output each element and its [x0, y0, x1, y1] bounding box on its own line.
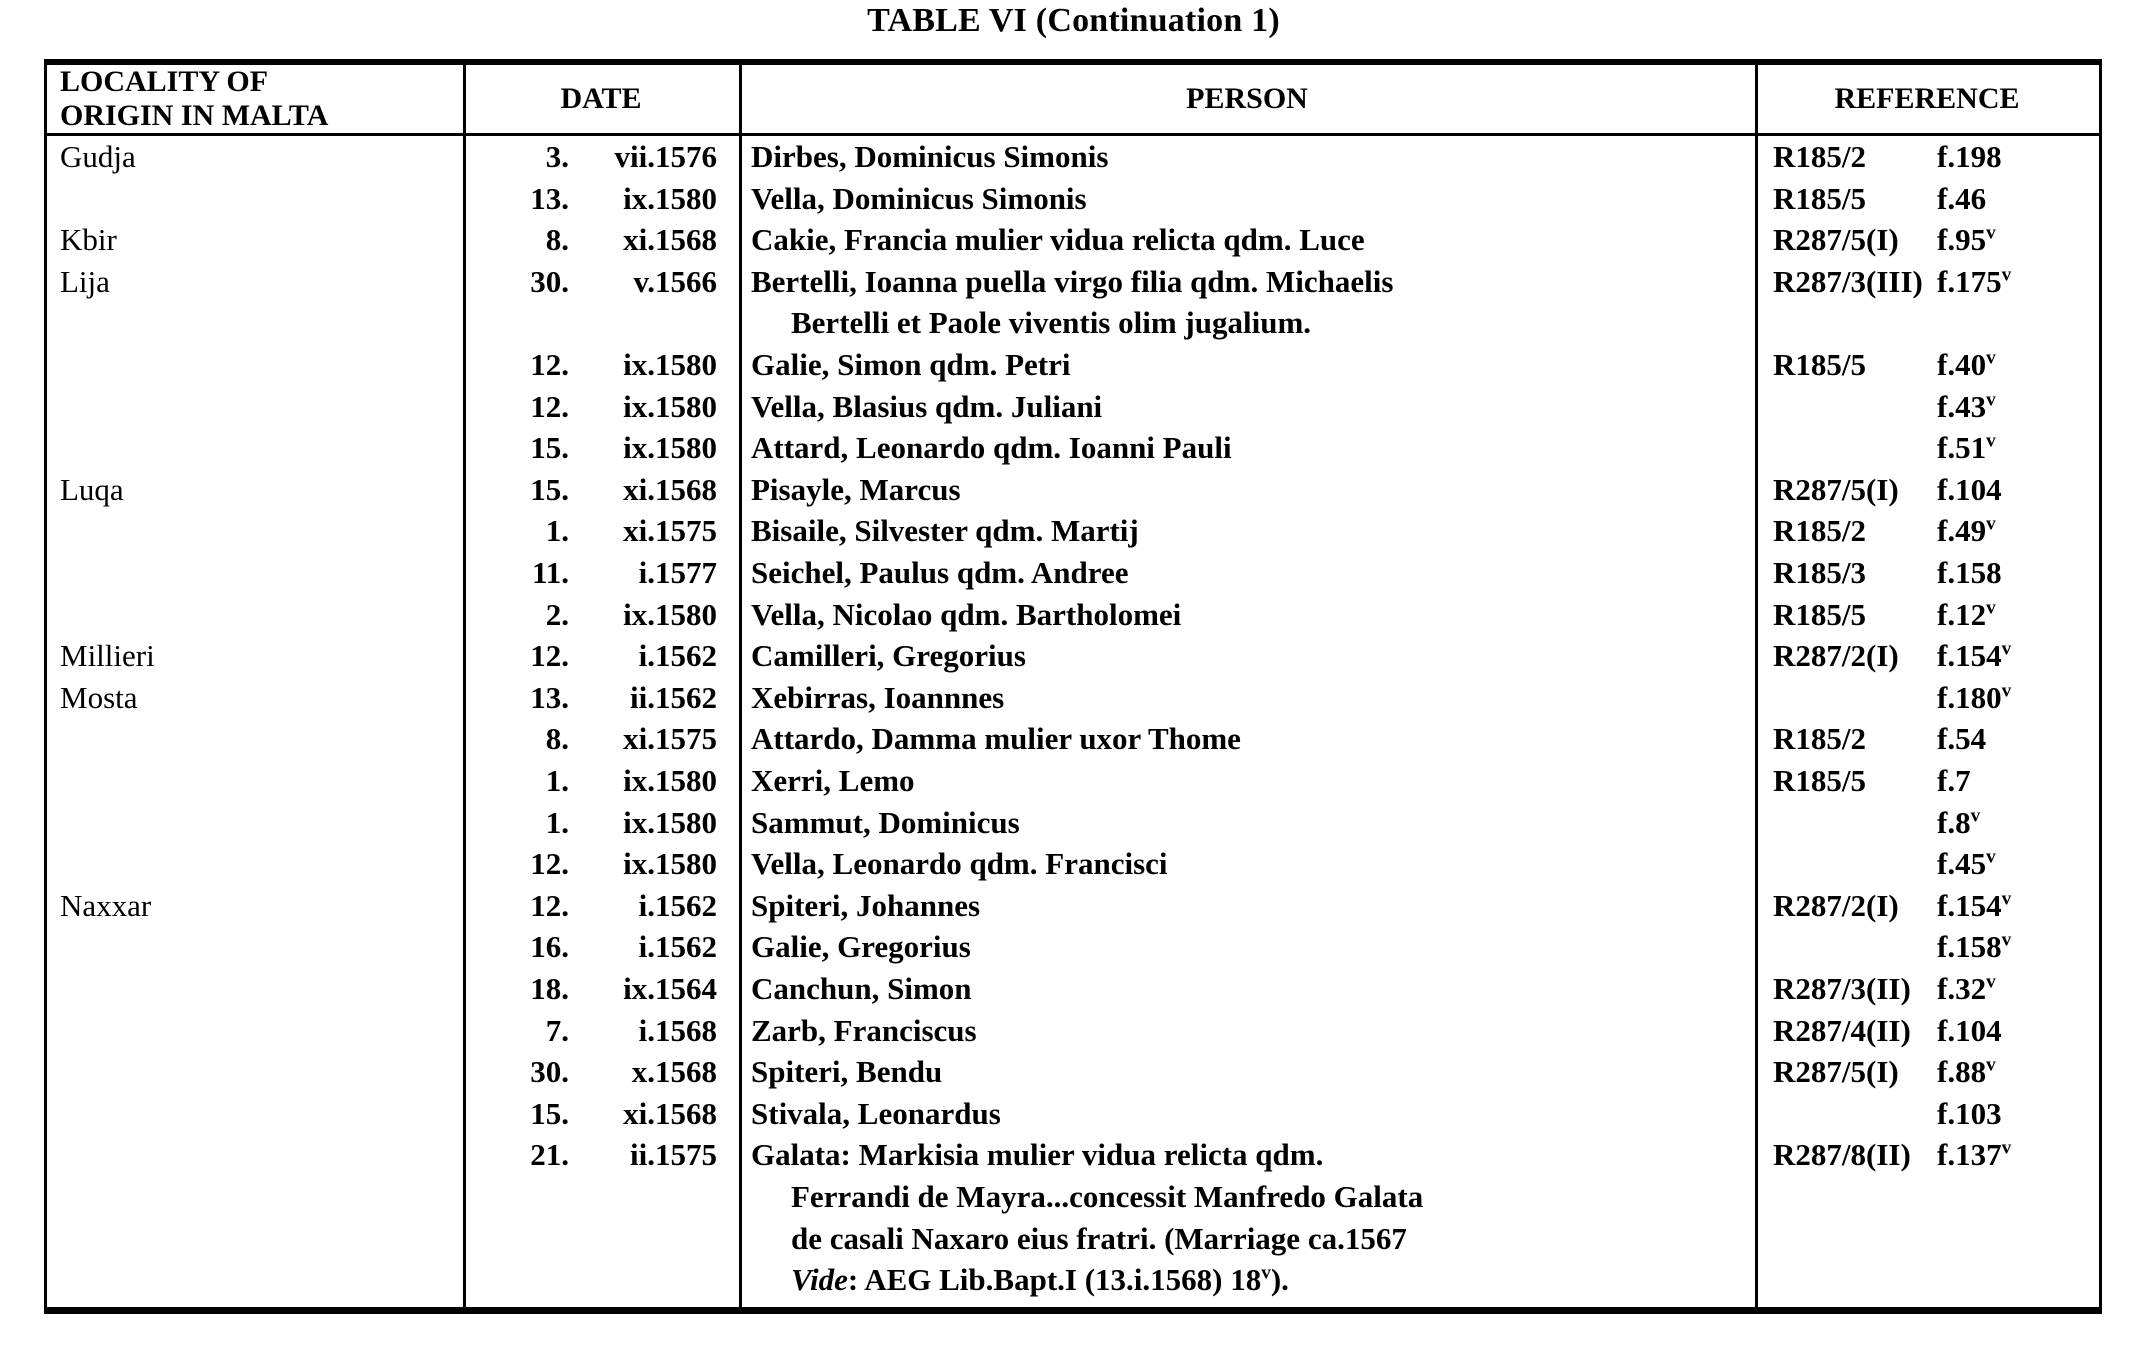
table-row: [47, 178, 2099, 220]
table-row: [47, 677, 2099, 719]
verso-marker: v: [2001, 1138, 2012, 1160]
cell-date: [463, 843, 739, 885]
date-month-year: i.1577: [638, 555, 717, 590]
cell-reference: [1755, 219, 2099, 261]
cell-date: [463, 968, 739, 1010]
date-month-year: i.1562: [638, 887, 717, 923]
date-day: 15.: [530, 471, 569, 507]
table-row: [47, 843, 2099, 885]
cell-person: Vide: AEG Lib.Bapt.I (13.i.1568) 18$^v$).: [791, 1262, 1289, 1298]
verso-marker: v: [2001, 264, 2012, 286]
date-day: 30.: [530, 263, 569, 299]
cell-date: [463, 926, 739, 968]
cell-date: [463, 677, 739, 719]
table-row: [47, 261, 2099, 303]
cell-reference: [1755, 136, 2099, 178]
reference-folio: f.51$^v$: [1937, 430, 1996, 466]
cell-date: [463, 344, 739, 386]
cell-locality: Mosta: [60, 679, 138, 715]
date-day: 8.: [545, 222, 569, 258]
date-day: 15.: [530, 430, 569, 466]
cell-person: Zarb, Franciscus: [751, 1012, 977, 1048]
column-header-date: DATE: [560, 82, 642, 115]
cell-person: Vella, Leonardo qdm. Francisci: [751, 846, 1168, 882]
cell-locality: Luqa: [60, 471, 124, 507]
cell-date: [463, 469, 739, 511]
verso-marker: v: [1986, 222, 1996, 244]
cell-reference: [1755, 1134, 2099, 1176]
date-day: 1.: [545, 513, 569, 549]
cell-date: [463, 594, 739, 636]
date-day: 12.: [530, 846, 569, 882]
cell-reference: [1755, 594, 2099, 636]
verso-marker: v: [1986, 846, 1996, 868]
reference-folio: f.88$^v$: [1937, 1054, 1996, 1090]
date-day: 11.: [531, 555, 569, 590]
reference-folio: f.158$^v$: [1937, 929, 2012, 965]
cell-reference: [1755, 1010, 2099, 1052]
cell-date: [463, 510, 739, 552]
cell-person: Galie, Gregorius: [751, 929, 971, 965]
cell-reference: [1755, 178, 2099, 220]
reference-folio: f.12$^v$: [1937, 596, 1996, 632]
cell-reference: [1755, 718, 2099, 760]
cell-person: Sammut, Dominicus: [751, 804, 1020, 840]
date-month-year: ix.1580: [623, 846, 717, 882]
cell-person: Ferrandi de Mayra...concessit Manfredo Galata: [791, 1179, 1424, 1214]
verso-marker: v: [1986, 514, 1996, 536]
table-row: [47, 344, 2099, 386]
reference-signature: R287/2(I): [1773, 887, 1899, 923]
table-row: [47, 510, 2099, 552]
reference-signature: R185/2: [1773, 513, 1866, 549]
table-row: [47, 469, 2099, 511]
cell-date: [463, 802, 739, 844]
reference-signature: R185/5: [1773, 763, 1866, 798]
cell-reference: [1755, 968, 2099, 1010]
date-month-year: xi.1575: [623, 721, 717, 757]
date-month-year: ix.1580: [623, 180, 717, 216]
table-row: [47, 760, 2099, 802]
date-month-year: ix.1580: [623, 763, 717, 798]
cell-reference: [1755, 1051, 2099, 1093]
cell-date: [463, 1051, 739, 1093]
cell-reference: [1755, 760, 2099, 802]
cell-reference: [1755, 926, 2099, 968]
date-day: 8.: [545, 721, 569, 757]
cell-person: Attardo, Damma mulier uxor Thome: [751, 721, 1241, 757]
cell-date: [463, 427, 739, 469]
date-month-year: ix.1564: [623, 971, 717, 1006]
date-day: 1.: [545, 804, 569, 840]
verso-marker: v: [2001, 930, 2012, 952]
verso-marker: v: [2001, 680, 2012, 702]
verso-marker: v: [2001, 888, 2012, 910]
cell-date: [463, 386, 739, 428]
date-month-year: vii.1576: [614, 139, 717, 174]
cell-person: Spiteri, Johannes: [751, 887, 981, 923]
date-month-year: i.1568: [638, 1012, 717, 1048]
date-day: 12.: [530, 887, 569, 923]
verso-marker: v: [1986, 597, 1996, 619]
table-row: [47, 136, 2099, 178]
reference-folio: f.137$^v$: [1937, 1137, 2012, 1173]
cell-reference: [1755, 802, 2099, 844]
reference-folio: f.7: [1937, 763, 1971, 798]
cell-person: Vella, Dominicus Simonis: [751, 180, 1087, 216]
cell-person: Bisaile, Silvester qdm. Martij: [751, 513, 1139, 549]
cell-date: [463, 635, 739, 677]
cell-person: Vella, Blasius qdm. Juliani: [751, 388, 1103, 424]
column-header-locality: [47, 65, 463, 133]
table-row: [47, 885, 2099, 927]
reference-signature: R185/2: [1773, 139, 1866, 174]
date-day: 18.: [530, 971, 569, 1006]
date-day: 2.: [545, 596, 569, 632]
reference-folio: f.154$^v$: [1937, 638, 2012, 674]
cell-date: [463, 136, 739, 178]
reference-folio: f.54: [1937, 721, 1987, 757]
date-day: 12.: [530, 388, 569, 424]
reference-folio: f.40$^v$: [1937, 347, 1996, 382]
column-header-locality-line1: LOCALITY OF: [60, 65, 269, 99]
date-month-year: v.1566: [633, 263, 717, 299]
cell-person: Cakie, Francia mulier vidua relicta qdm. Luce: [751, 222, 1365, 258]
cell-person: de casali Naxaro eius fratri. (Marriage ca.1567: [791, 1220, 1407, 1256]
cell-person: Galata: Markisia mulier vidua relicta qdm.: [751, 1137, 1324, 1173]
cell-locality: Kbir: [60, 222, 117, 258]
cell-person: Xebirras, Ioannnes: [751, 679, 1005, 715]
date-day: 7.: [545, 1012, 569, 1048]
table-row: [47, 1134, 2099, 1176]
date-day: 13.: [530, 679, 569, 715]
table-row: [47, 1093, 2099, 1135]
date-month-year: ix.1580: [623, 804, 717, 840]
cell-reference: [1755, 677, 2099, 719]
date-month-year: i.1562: [638, 638, 717, 674]
reference-signature: R287/3(III): [1773, 263, 1923, 299]
reference-signature: R287/5(I): [1773, 222, 1899, 258]
verso-marker: v: [1970, 805, 1981, 827]
verso-marker: v: [1986, 347, 1996, 369]
date-day: 1.: [545, 763, 569, 798]
date-day: 30.: [530, 1054, 569, 1090]
verso-marker: v: [2001, 638, 2012, 660]
cell-locality: Naxxar: [60, 887, 152, 923]
reference-folio: f.104: [1937, 1012, 2002, 1048]
table-row: [47, 427, 2099, 469]
table-row: [47, 968, 2099, 1010]
table-row: [47, 1176, 2099, 1218]
table-row: [47, 1218, 2099, 1260]
date-month-year: xi.1568: [623, 1095, 717, 1131]
date-month-year: ix.1580: [623, 430, 717, 466]
table-row: [47, 635, 2099, 677]
cell-reference: [1755, 469, 2099, 511]
reference-signature: R287/4(II): [1773, 1012, 1911, 1048]
cell-date: [463, 261, 739, 303]
cell-reference: [1755, 635, 2099, 677]
reference-signature: R287/5(I): [1773, 1054, 1899, 1090]
date-month-year: ix.1580: [623, 596, 717, 632]
reference-folio: f.45$^v$: [1937, 846, 1996, 882]
cell-person: Pisayle, Marcus: [751, 471, 961, 507]
column-header-person: PERSON: [1186, 82, 1308, 115]
reference-signature: R185/5: [1773, 596, 1866, 632]
reference-folio: f.49$^v$: [1937, 513, 1996, 549]
verso-marker: v: [1261, 1262, 1271, 1284]
reference-folio: f.180$^v$: [1937, 679, 2012, 715]
table-body: [47, 136, 2099, 1307]
date-day: 15.: [530, 1095, 569, 1131]
cell-date: [463, 760, 739, 802]
cell-reference: [1755, 552, 2099, 594]
reference-folio: f.175$^v$: [1937, 263, 2012, 299]
reference-signature: R185/5: [1773, 347, 1866, 382]
person-italic-term: Vide: [791, 1262, 848, 1298]
cell-reference: [1755, 510, 2099, 552]
verso-marker: v: [1986, 971, 1996, 993]
cell-person: Galie, Simon qdm. Petri: [751, 347, 1071, 382]
reference-signature: R287/2(I): [1773, 638, 1899, 674]
cell-person: Dirbes, Dominicus Simonis: [751, 139, 1109, 174]
cell-person: Bertelli et Paole viventis olim jugalium.: [791, 305, 1312, 341]
reference-folio: f.43$^v$: [1937, 388, 1996, 424]
page-title: TABLE VI (Continuation 1): [867, 2, 1280, 39]
date-month-year: xi.1568: [623, 222, 717, 258]
table-row: [47, 386, 2099, 428]
reference-signature: R185/5: [1773, 180, 1866, 216]
verso-marker: v: [1986, 389, 1996, 411]
cell-person: Spiteri, Bendu: [751, 1054, 943, 1090]
date-day: 3.: [545, 139, 569, 174]
cell-person: Vella, Nicolao qdm. Bartholomei: [751, 596, 1182, 632]
cell-reference: [1755, 427, 2099, 469]
verso-marker: v: [1986, 1054, 1996, 1076]
cell-locality: Gudja: [60, 139, 136, 174]
reference-folio: f.198: [1937, 139, 2002, 174]
cell-reference: [1755, 1093, 2099, 1135]
date-month-year: ii.1562: [630, 679, 717, 715]
cell-reference: [1755, 344, 2099, 386]
column-header-reference: REFERENCE: [1834, 82, 2020, 115]
reference-folio: f.46: [1937, 180, 1987, 216]
cell-date: [463, 718, 739, 760]
date-day: 21.: [530, 1137, 569, 1173]
table-row: [47, 926, 2099, 968]
cell-date: [463, 1010, 739, 1052]
cell-reference: [1755, 885, 2099, 927]
cell-reference: [1755, 261, 2099, 303]
table-row: [47, 594, 2099, 636]
reference-signature: R185/2: [1773, 721, 1866, 757]
reference-folio: f.158: [1937, 555, 2002, 590]
reference-folio: f.8$^v$: [1937, 804, 1981, 840]
reference-folio: f.103: [1937, 1095, 2002, 1131]
table-row: [47, 1010, 2099, 1052]
table-row: [47, 219, 2099, 261]
cell-person: Seichel, Paulus qdm. Andree: [751, 555, 1129, 590]
date-month-year: xi.1568: [623, 471, 717, 507]
column-header-locality-line2: ORIGIN IN MALTA: [60, 99, 329, 132]
cell-reference: [1755, 386, 2099, 428]
reference-folio: f.32$^v$: [1937, 971, 1996, 1006]
cell-date: [463, 1134, 739, 1176]
date-month-year: i.1562: [638, 929, 717, 965]
cell-locality: Lija: [60, 263, 110, 299]
table-row: [47, 802, 2099, 844]
date-month-year: xi.1575: [623, 513, 717, 549]
cell-locality: Millieri: [60, 638, 155, 674]
reference-folio: f.154$^v$: [1937, 887, 2012, 923]
cell-date: [463, 1093, 739, 1135]
reference-signature: R185/3: [1773, 555, 1866, 590]
cell-person: Camilleri, Gregorius: [751, 638, 1026, 674]
cell-date: [463, 885, 739, 927]
cell-person: Stivala, Leonardus: [751, 1095, 1001, 1131]
table-row: [47, 552, 2099, 594]
cell-date: [463, 178, 739, 220]
reference-folio: f.104: [1937, 471, 2002, 507]
verso-marker: v: [1986, 430, 1996, 452]
cell-person: Xerri, Lemo: [751, 763, 915, 798]
reference-signature: R287/8(II): [1773, 1137, 1911, 1173]
date-day: 16.: [530, 929, 569, 965]
date-month-year: ii.1575: [630, 1137, 717, 1173]
table-row: [47, 302, 2099, 344]
date-day: 13.: [530, 180, 569, 216]
reference-signature: R287/5(I): [1773, 471, 1899, 507]
table-row: [47, 1259, 2099, 1301]
reference-signature: R287/3(II): [1773, 971, 1911, 1006]
date-month-year: ix.1580: [623, 388, 717, 424]
date-day: 12.: [530, 347, 569, 382]
cell-person: Canchun, Simon: [751, 971, 972, 1006]
cell-person: Bertelli, Ioanna puella virgo filia qdm. Michaelis: [751, 263, 1394, 299]
cell-date: [463, 219, 739, 261]
cell-reference: [1755, 843, 2099, 885]
date-month-year: ix.1580: [623, 347, 717, 382]
data-table: [44, 62, 2102, 1310]
table-row: [47, 718, 2099, 760]
table-row: [47, 1051, 2099, 1093]
cell-date: [463, 552, 739, 594]
cell-person: Attard, Leonardo qdm. Ioanni Pauli: [751, 430, 1232, 466]
date-day: 12.: [530, 638, 569, 674]
reference-folio: f.95$^v$: [1937, 222, 1996, 258]
date-month-year: x.1568: [631, 1054, 717, 1090]
